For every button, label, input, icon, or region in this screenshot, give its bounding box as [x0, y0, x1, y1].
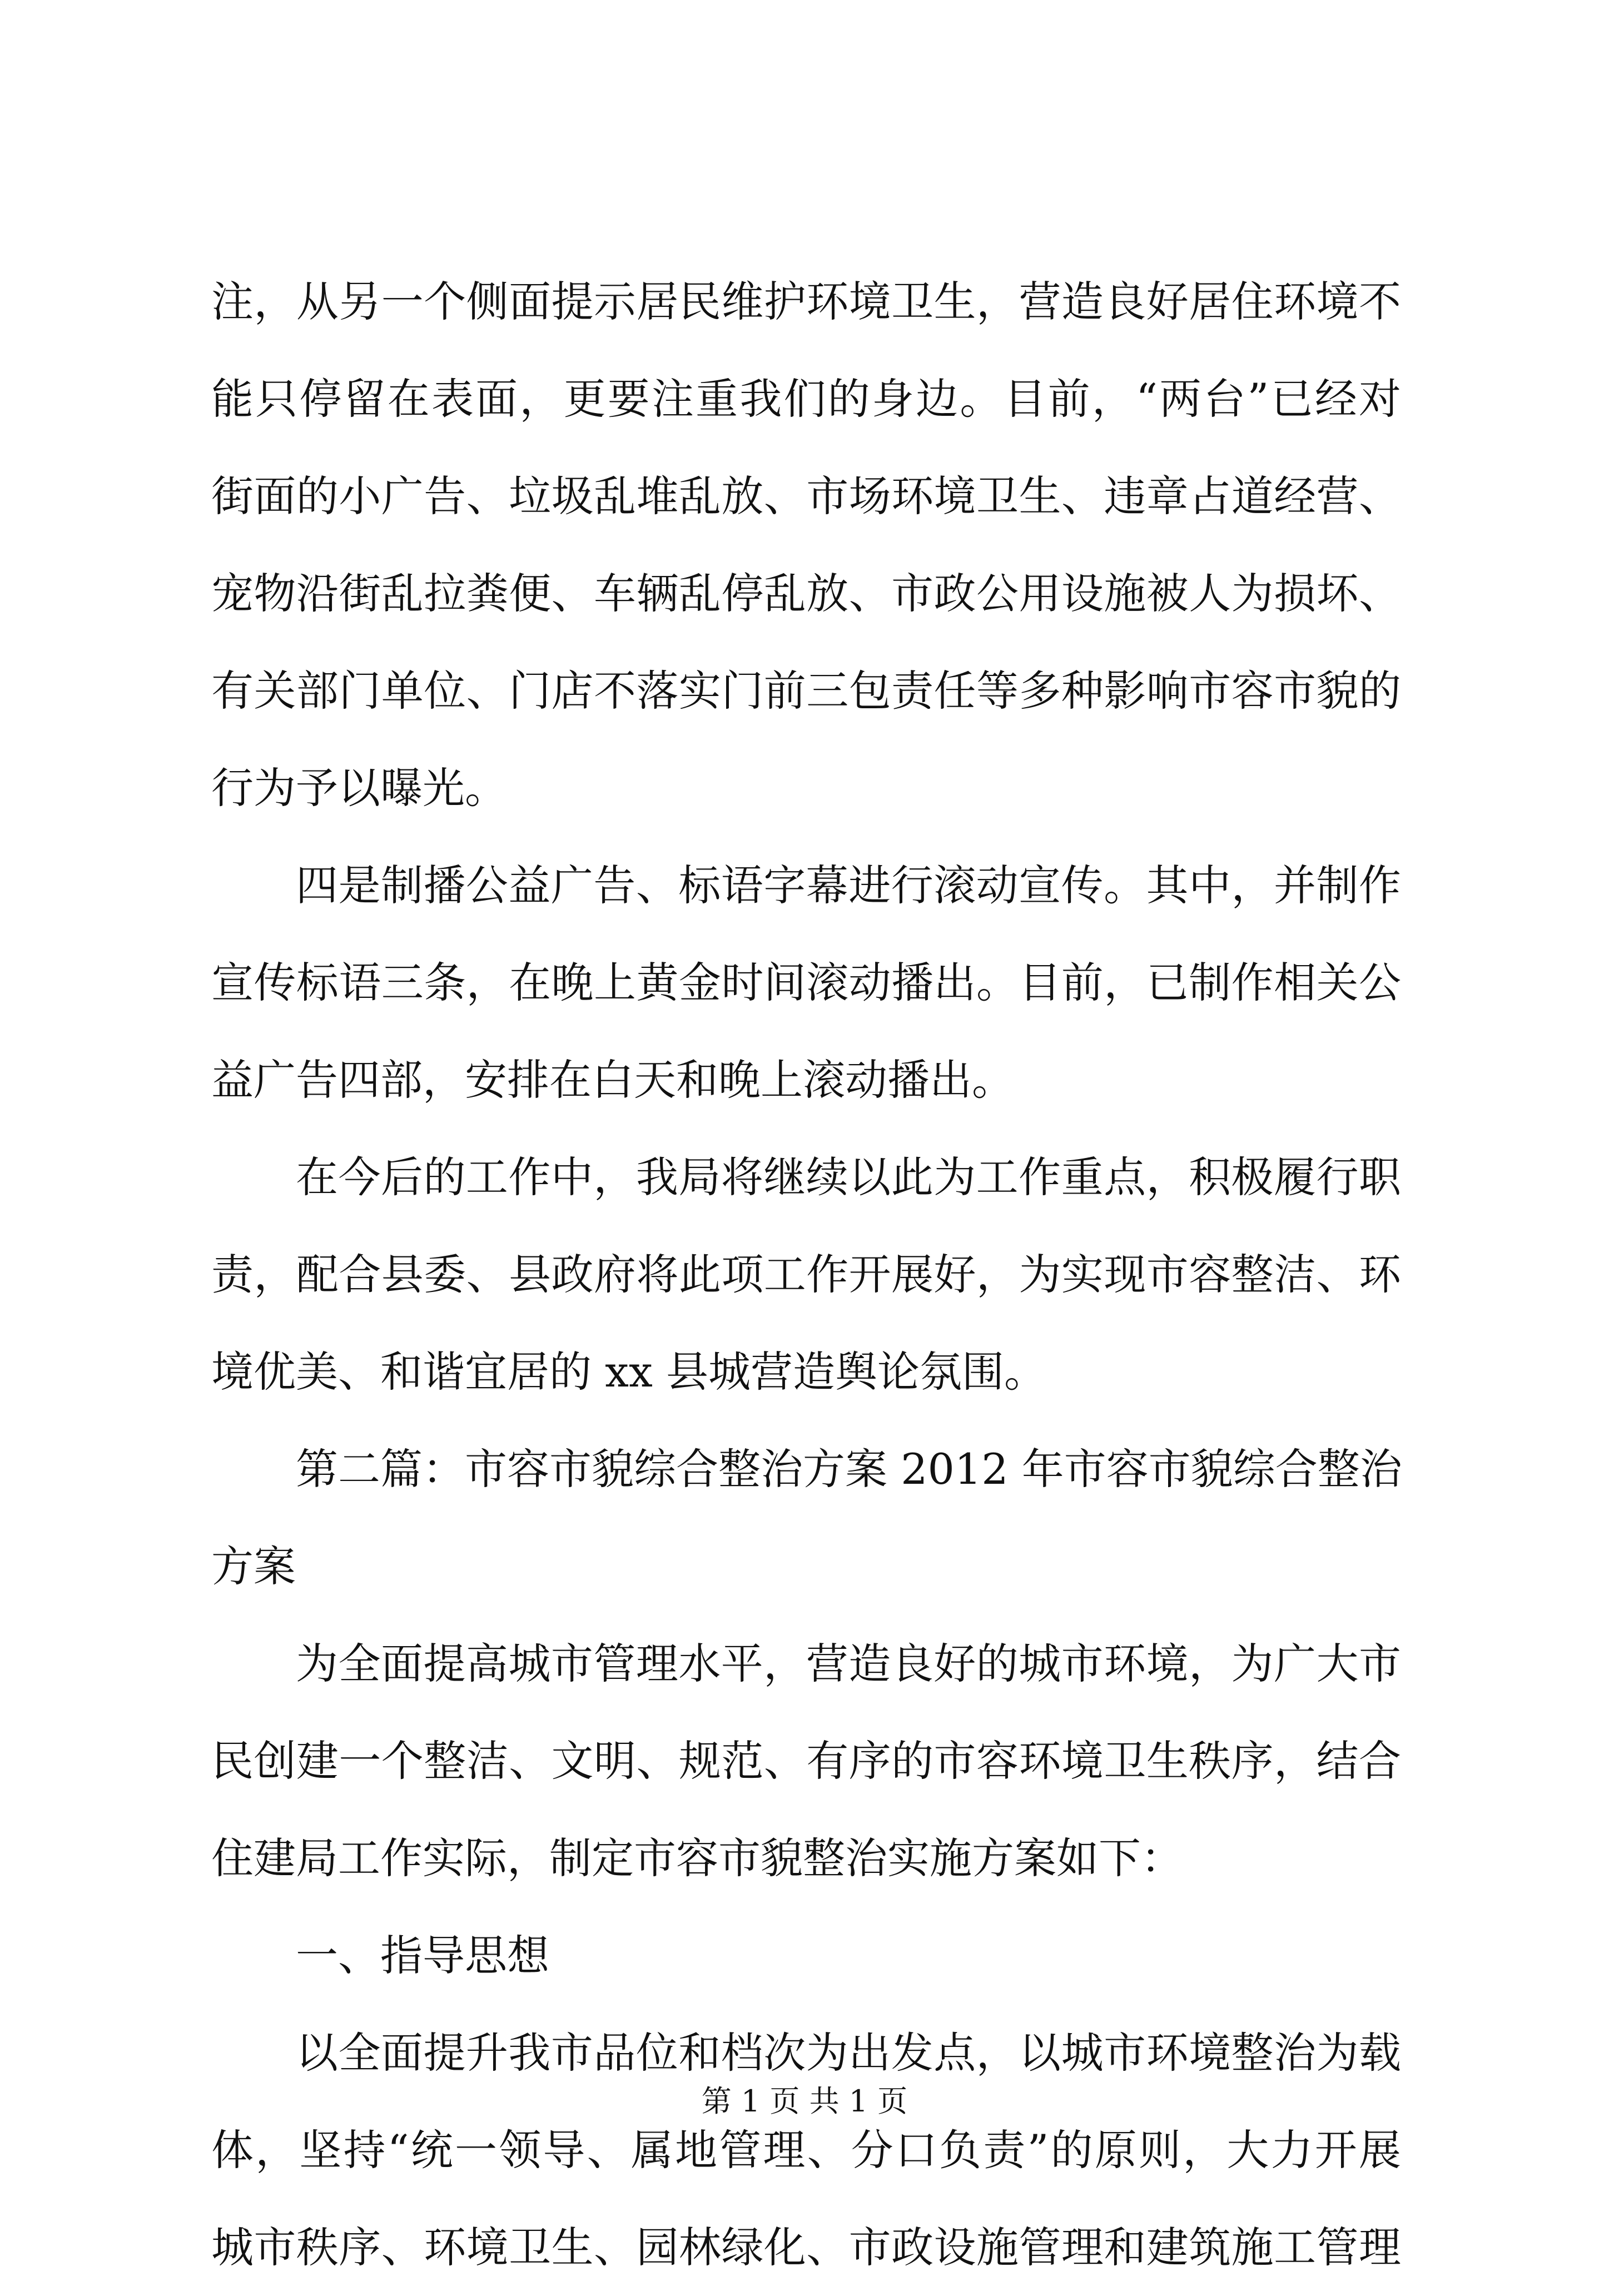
text-line: 民创建一个整洁、文明、规范、有序的市容环境卫生秩序，结合	[211, 1736, 1401, 1786]
paragraph-first-line: 在今后的工作中，我局将继续以此为工作重点，积极履行职	[296, 1152, 1401, 1202]
text-line: 城市秩序、环境卫生、园林绿化、市政设施管理和建筑施工管理	[211, 2223, 1401, 2272]
text-line: 有关部门单位、门店不落实门前三包责任等多种影响市容市貌的	[211, 666, 1401, 715]
text-line: 行为予以曝光。	[211, 763, 507, 813]
text-line: 益广告四部，安排在白天和晚上滚动播出。	[211, 1055, 1014, 1105]
paragraph-first-line: 四是制播公益广告、标语字幕进行滚动宣传。其中，并制作	[296, 861, 1401, 910]
document-body	[211, 253, 1401, 2296]
section-heading: 一、指导思想	[296, 1931, 549, 1980]
text-line: 能只停留在表面，更要注重我们的身边。目前，“两台”已经对	[211, 374, 1401, 424]
text-line: 住建局工作实际，制定市容市貌整治实施方案如下：	[211, 1833, 1183, 1883]
text-line: 街面的小广告、垃圾乱堆乱放、市场环境卫生、违章占道经营、	[211, 471, 1401, 521]
text-line: 责，配合县委、县政府将此项工作开展好，为实现市容整洁、环	[211, 1250, 1401, 1299]
text-line: 宣传标语三条，在晚上黄金时间滚动播出。目前，已制作相关公	[211, 958, 1401, 1007]
paragraph-first-line: 为全面提高城市管理水平，营造良好的城市环境，为广大市	[296, 1639, 1401, 1688]
text-line: 境优美、和谐宜居的 xx 县城营造舆论氛围。	[211, 1347, 1047, 1397]
text-line: 体，坚持“统一领导、属地管理、分口负责”的原则，大力开展	[211, 2125, 1401, 2175]
section-title-line: 第二篇：市容市貌综合整治方案 2012 年市容市貌综合整治	[296, 1444, 1402, 1494]
page-footer: 第 1 页 共 1 页	[701, 2084, 908, 2119]
paragraph-first-line: 以全面提升我市品位和档次为出发点，以城市环境整治为载	[296, 2028, 1401, 2078]
text-line: 注，从另一个侧面提示居民维护环境卫生，营造良好居住环境不	[211, 277, 1401, 326]
section-title-line: 方案	[211, 1542, 296, 1591]
text-line: 宠物沿街乱拉粪便、车辆乱停乱放、市政公用设施被人为损坏、	[211, 569, 1401, 618]
